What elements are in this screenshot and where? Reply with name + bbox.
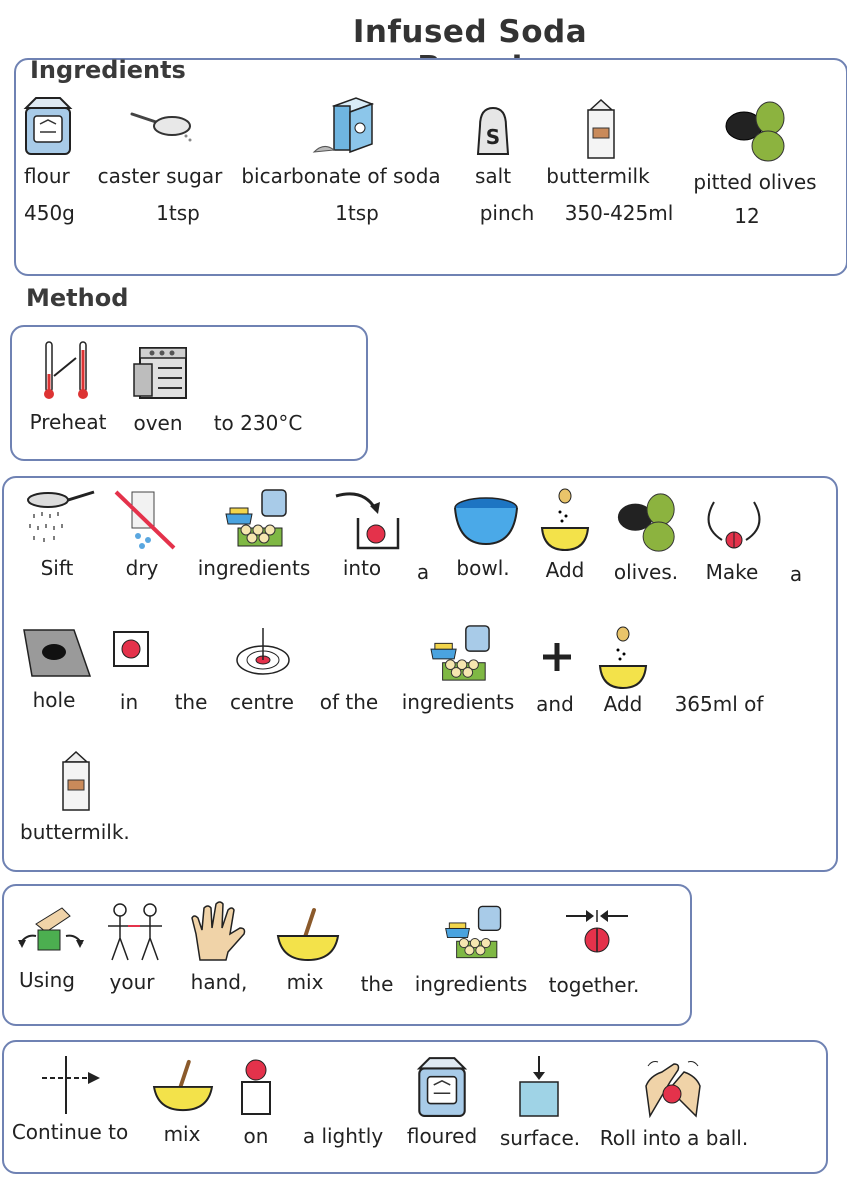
- mix-bowl-icon: [274, 906, 342, 964]
- step2-word-centre: centre: [230, 690, 294, 714]
- step2-word-a-2: a: [789, 562, 803, 586]
- your-people-icon: [104, 902, 166, 962]
- step1-word-temperature: to 230°C: [213, 411, 303, 435]
- flour-bag-icon: [22, 94, 74, 156]
- step2-word-365ml-of: 365ml of: [674, 692, 764, 716]
- step2-word-and: and: [536, 692, 574, 716]
- mix-bowl-icon-2: [150, 1058, 216, 1114]
- centre-icon: [234, 626, 292, 678]
- flour-bag-icon-2: [414, 1054, 470, 1118]
- step4-word-surface: surface.: [499, 1126, 581, 1150]
- step2-word-of-the: of the: [319, 690, 379, 714]
- roll-hands-icon: [640, 1056, 706, 1118]
- make-icon: [700, 496, 768, 554]
- step4-word-mix: mix: [163, 1122, 201, 1146]
- together-icon: [564, 906, 630, 956]
- ingredient-buttermilk-name: buttermilk: [546, 164, 650, 188]
- hole-icon: [22, 628, 92, 678]
- step2-word-make: Make: [705, 560, 759, 584]
- step4-word-floured: floured: [406, 1124, 478, 1148]
- step3-word-together: together.: [548, 973, 640, 997]
- ingredient-olives-amount: 12: [734, 204, 760, 228]
- step4-word-continue-to: Continue to: [11, 1120, 129, 1144]
- ingredients-heading: Ingredients: [30, 56, 186, 84]
- add-to-bowl-icon-2: [598, 626, 648, 690]
- page-title: Infused Soda: [352, 14, 588, 50]
- milk-carton-icon-2: [56, 750, 96, 814]
- method-heading: Method: [26, 284, 129, 312]
- step2-word-ingredients-2: ingredients: [401, 690, 515, 714]
- step2-word-dry: dry: [125, 556, 159, 580]
- using-icon: [16, 904, 86, 962]
- step2-word-hole: hole: [32, 688, 76, 712]
- step3-word-mix: mix: [286, 970, 324, 994]
- step1-word-oven: oven: [133, 411, 183, 435]
- ingredient-sugar-name: caster sugar: [97, 164, 223, 188]
- step2-word-sift: Sift: [40, 556, 74, 580]
- olives-icon: [722, 98, 790, 166]
- step2-word-add-2: Add: [603, 692, 643, 716]
- step3-word-ingredients: ingredients: [414, 972, 528, 996]
- step4-word-roll-into-ball: Roll into a ball.: [599, 1126, 749, 1150]
- step2-word-into: into: [342, 556, 382, 580]
- step2-word-the: the: [174, 690, 208, 714]
- step2-word-add: Add: [545, 558, 585, 582]
- ingredients-icon-3: [442, 904, 506, 962]
- plus-icon: [540, 640, 574, 674]
- ingredient-salt-name: salt: [474, 164, 512, 188]
- oven-icon: [132, 346, 190, 402]
- ingredients-icon: [222, 488, 292, 550]
- step3-word-using: Using: [19, 968, 75, 992]
- step2-word-a: a: [416, 560, 430, 584]
- step3-word-the: the: [360, 972, 394, 996]
- olives-step-icon: [614, 490, 680, 556]
- ingredient-salt-amount: pinch: [479, 201, 535, 225]
- ingredient-flour-amount: 450g: [24, 201, 75, 225]
- step4-word-on: on: [243, 1124, 269, 1148]
- add-to-bowl-icon: [540, 488, 590, 552]
- svg-text:S: S: [485, 125, 501, 149]
- milk-carton-icon: [584, 98, 618, 162]
- not-wet-icon: [112, 488, 178, 552]
- ingredient-soda-name: bicarbonate of soda: [241, 164, 441, 188]
- surface-icon: [514, 1054, 564, 1118]
- in-icon: [112, 630, 150, 668]
- ingredient-flour-name: flour: [24, 164, 70, 188]
- put-into-icon: [334, 488, 404, 552]
- step4-word-a-lightly: a lightly: [302, 1124, 384, 1148]
- bowl-icon: [452, 492, 520, 548]
- sieve-icon: [24, 488, 98, 548]
- on-icon: [238, 1056, 274, 1116]
- ingredients-icon-2: [426, 624, 496, 684]
- ingredient-sugar-amount: 1tsp: [156, 201, 200, 225]
- salt-shaker-icon: [474, 104, 512, 158]
- hand-icon: [186, 900, 252, 964]
- step2-word-in: in: [119, 690, 139, 714]
- soda-box-icon: [312, 96, 376, 158]
- sugar-spoon-icon: [130, 106, 194, 146]
- step1-word-preheat: Preheat: [29, 410, 107, 434]
- step2-word-olives: olives.: [613, 560, 679, 584]
- ingredient-olives-name: pitted olives: [693, 170, 817, 194]
- thermometers-icon: [40, 340, 92, 400]
- step2-word-buttermilk: buttermilk.: [20, 820, 130, 844]
- step3-word-your: your: [109, 970, 155, 994]
- step2-word-ingredients: ingredients: [197, 556, 311, 580]
- step2-word-bowl: bowl.: [456, 556, 510, 580]
- step3-word-hand: hand,: [190, 970, 248, 994]
- continue-icon: [38, 1054, 104, 1116]
- ingredient-buttermilk-amount: 350-425ml: [564, 201, 674, 225]
- ingredient-soda-amount: 1tsp: [335, 201, 379, 225]
